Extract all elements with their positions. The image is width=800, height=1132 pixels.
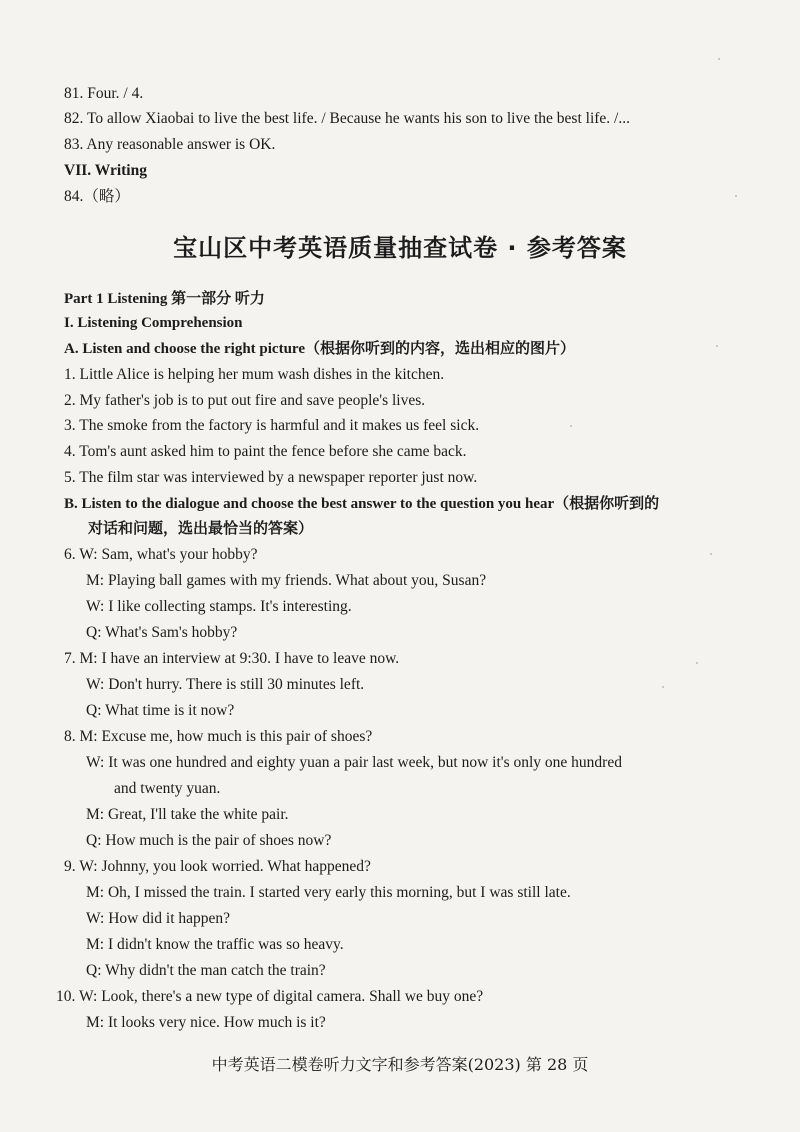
dialogue-line: M: Great, I'll take the white pair. [86,806,289,823]
list-item: 1. Little Alice is helping her mum wash dishes in the kitchen. [64,366,445,383]
list-item: 4. Tom's aunt asked him to paint the fence before she came back. [64,443,467,460]
dialogue-line: Q: What's Sam's hobby? [86,624,238,641]
dialogue-line: 6. W: Sam, what's your hobby? [64,546,258,563]
scan-speck [696,662,698,664]
part-heading: Part 1 Listening 第一部分 听力 [64,291,265,307]
answer-83: 83. Any reasonable answer is OK. [64,136,276,153]
dialogue-line: M: Playing ball games with my friends. What about you, Susan? [86,572,487,589]
dialogue-line: W: I like collecting stamps. It's interesting. [86,598,352,615]
dialogue-line: M: It looks very nice. How much is it? [86,1014,326,1031]
list-item: 5. The film star was interviewed by a newspaper reporter just now. [64,469,478,486]
scan-speck [718,58,720,60]
scan-speck [710,553,712,555]
dialogue-line: W: It was one hundred and eighty yuan a pair last week, but now it's only one hundred [86,754,622,771]
writing-heading: VII. Writing [64,162,147,179]
scan-speck [735,195,737,197]
dialogue-line: 7. M: I have an interview at 9:30. I have to leave now. [64,650,400,667]
dialogue-line: 10. W: Look, there's a new type of digital camera. Shall we buy one? [56,988,484,1005]
section-a-heading: A. Listen and choose the right picture（根据你听到的内容，选出相应的图片） [64,341,575,357]
dialogue-line: W: Don't hurry. There is still 30 minutes left. [86,676,365,693]
dialogue-line: Q: Why didn't the man catch the train? [86,962,326,979]
list-item: 3. The smoke from the factory is harmful and it makes us feel sick. [64,417,480,434]
dialogue-line: Q: What time is it now? [86,702,235,719]
dialogue-line: W: How did it happen? [86,910,231,927]
answer-84: 84.（略） [64,188,130,205]
page-footer: 中考英语二模卷听力文字和参考答案(2023) 第 28 页 [211,1055,589,1074]
section-b-heading: B. Listen to the dialogue and choose the best answer to the question you hear（根据你听到的 [64,496,660,512]
scan-speck [662,686,664,688]
scan-speck [570,425,572,427]
page-title: 宝山区中考英语质量抽查试卷 · 参考答案 [173,234,627,262]
dialogue-line: M: I didn't know the traffic was so heavy. [86,936,344,953]
dialogue-line: Q: How much is the pair of shoes now? [86,832,332,849]
answer-81: 81. Four. / 4. [64,85,144,102]
scan-speck [716,345,718,347]
dialogue-line: M: Oh, I missed the train. I started very early this morning, but I was still late. [86,884,571,901]
answer-82: 82. To allow Xiaobai to live the best life. / Because he wants his son to live the best life. /... [64,110,630,127]
list-item: 2. My father's job is to put out fire and save people's lives. [64,392,426,409]
dialogue-line: 9. W: Johnny, you look worried. What happened? [64,858,371,875]
dialogue-line: 8. M: Excuse me, how much is this pair of shoes? [64,728,373,745]
section-i-heading: I. Listening Comprehension [64,315,243,331]
dialogue-line: and twenty yuan. [114,780,221,797]
section-b-heading-cont: 对话和问题，选出最恰当的答案） [88,521,314,537]
